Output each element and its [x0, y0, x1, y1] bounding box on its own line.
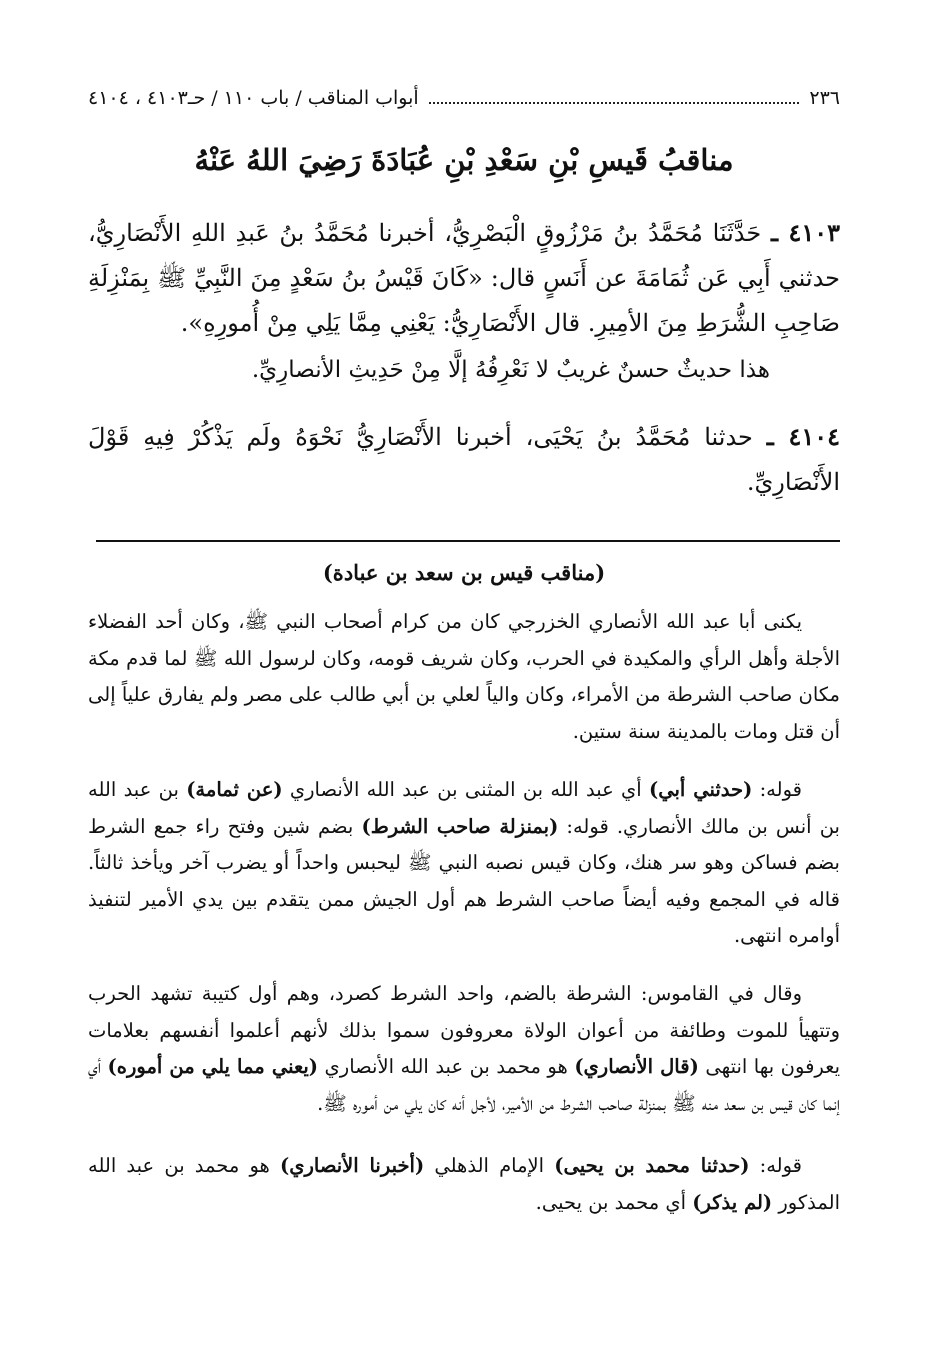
- commentary-text: [88, 976, 840, 1122]
- text-run: أي عبد الله بن المثنى بن عبد الله الأنصاري: [282, 778, 650, 801]
- text-run: بن عبد الله بن أنس بن مالك الأنصاري. قوله:: [88, 778, 840, 838]
- text-run: وقال في القاموس: الشرطة بالضم، واحد الشرط كصرد، وهم أول كتيبة تشهد الحرب وتتهيأ للموت وطائفة من أعوان الولاة معروفون سموا بذلك لأنهم أعلموا أنفسهم بعلامات يعرفون بها انتهى: [88, 982, 840, 1078]
- quoted-phrase: (قال الأنصاري): [574, 1055, 699, 1078]
- quoted-phrase: (عن ثمامة): [186, 778, 283, 801]
- quoted-phrase: (أخبرنا الأنصاري): [280, 1154, 425, 1177]
- commentary-text: [88, 1148, 840, 1221]
- commentary-paragraph-1: [88, 604, 840, 750]
- quoted-phrase: (يعني مما يلي من أموره): [107, 1055, 319, 1078]
- text-run: الإمام الذهلي: [424, 1154, 555, 1177]
- text-run: أي إنما كان قيس بن سعد منه ﷺ بمنزلة صاحب الشرط من الأمير، لأجل أنه كان يلي من أموره ﷺ.: [88, 1055, 840, 1115]
- hadith-text: حدثنا مُحَمَّدُ بنُ يَحْيَى، أخبرنا الأَنْصَارِيُّ نَحْوَهُ ولَم يَذْكُرْ فِيهِ قَوْلَ الأَنْصَارِيِّ.: [88, 423, 840, 496]
- hadith-4103: [88, 210, 840, 346]
- quoted-phrase: (لم يذكر): [692, 1190, 773, 1214]
- chapter-title: مناقبُ قَيسِ بْنِ سَعْدِ بْنِ عُبَادَةَ رَضِيَ اللهُ عَنْهُ: [194, 143, 734, 177]
- hadith-text: حَدَّثَنَا مُحَمَّدُ بنُ مَرْزُوقٍ الْبَصْرِيُّ، أخبرنا مُحَمَّدُ بنُ عَبدِ اللهِ الأَنْصَارِيُّ، حدثني أَبِي عَن ثُمَامَةَ عن أَنَسٍ قال: «كَانَ قَيْسُ بنُ سَعْدٍ مِنَ النَّبِيِّ ﷺ بِمَنْزِلَةِ صَاحِبِ الشُّرَطِ مِنَ الأمِيرِ. قال الأَنْصَارِيُّ: يَعْنِي مِمَّا يَلِي مِنْ أُمورِهِ».: [88, 219, 840, 337]
- text-run: بضم شين وفتح راء جمع الشرط بضم فساكن وهو سر هنك، وكان قيس نصبه النبي ﷺ ليحبس واحداً أو يضرب آخر ويأخذ ثالثاً. قاله في المجمع وفيه أيضاً صاحب الشرط هم أول الجيش ممن يتقدم بين يدي الأمير لتنفيذ أوامره انتهى.: [88, 814, 840, 947]
- text-run: هو محمد بن عبد الله الأنصاري: [318, 1055, 575, 1078]
- commentary-text: يكنى أبا عبد الله الأنصاري الخزرجي كان من كرام أصحاب النبي ﷺ، وكان أحد الفضلاء الأجلة وأهل الرأي والمكيدة في الحرب، وكان شريف قومه، وكان لرسول الله ﷺ لما قدم مكة مكان صاحب الشرطة من الأمراء، وكان والياً لعلي بن أبي طالب على مصر ولم يفارق علياً إلى أن قتل ومات بالمدينة سنة ستين.: [88, 610, 840, 743]
- commentary-paragraph-4: [88, 1148, 840, 1221]
- commentary-heading: (مناقب قيس بن سعد بن عبادة): [322, 560, 606, 585]
- commentary-paragraph-2: [88, 772, 840, 955]
- header-section: أبواب المناقب / باب ١١٠ / حـ٤١٠٣ ، ٤١٠٤: [88, 87, 419, 109]
- text-run: أي محمد بن يحيى.: [535, 1190, 693, 1214]
- text-run: قوله:: [752, 778, 802, 801]
- hadith-number: ٤١٠٣ ـ: [770, 218, 840, 247]
- hadith-4104: [88, 414, 840, 505]
- commentary-paragraph-3: [88, 976, 840, 1122]
- quoted-phrase: (حدثنا محمد بن يحيى): [554, 1154, 750, 1177]
- hadith-grading: هذا حديثٌ حسنٌ غريبٌ لا نَعْرِفُهُ إلَّا مِنْ حَدِيثِ الأنصارِيِّ.: [251, 357, 770, 383]
- hadith-number: ٤١٠٤ ـ: [766, 422, 840, 451]
- header-dot-leader: [429, 102, 800, 104]
- text-run: هو محمد بن عبد الله المذكور: [88, 1154, 840, 1214]
- quoted-phrase: (حدثني أبي): [649, 778, 753, 801]
- commentary-text: [88, 772, 840, 955]
- running-header: [88, 84, 840, 112]
- text-run: قوله:: [749, 1154, 803, 1177]
- quoted-phrase: (بمنزلة صاحب الشرط): [361, 814, 559, 838]
- page-number: ٢٣٦: [809, 87, 840, 109]
- commentary-divider: [96, 540, 840, 542]
